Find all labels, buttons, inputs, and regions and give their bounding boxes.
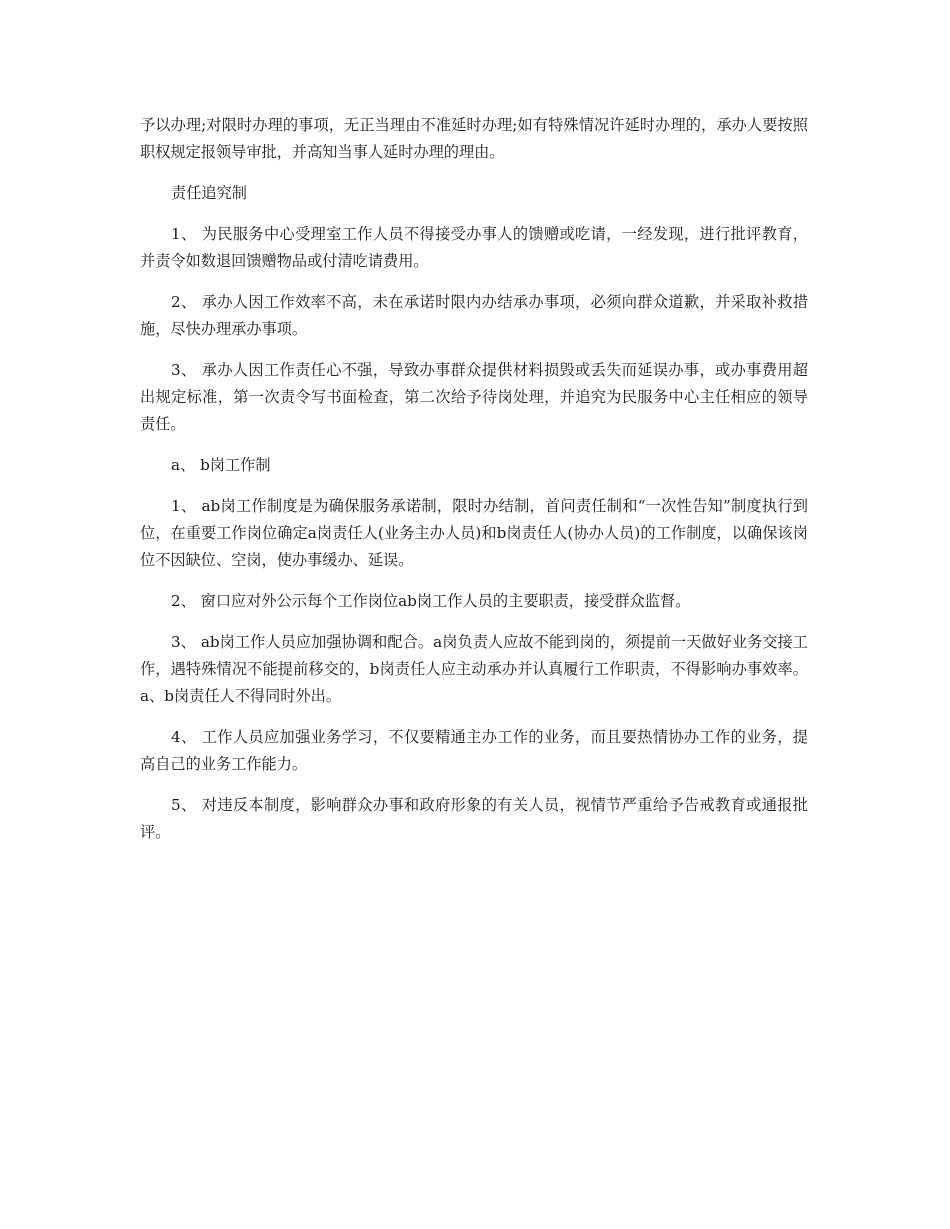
document-page	[140, 112, 808, 860]
ab-post-item-1: 1、 ab岗工作制度是为确保服务承诺制，限时办结制，首问责任制和“一次性告知”制度执行到位，在重要工作岗位确定a岗责任人(业务主办人员)和b岗责任人(协办人员)的工作制度，以确保该岗位不因缺位、空岗，使办事缓办、延误。	[140, 497, 808, 569]
accountability-item-1: 1、 为民服务中心受理室工作人员不得接受办事人的馈赠或吃请，一经发现，进行批评教育，并责令如数退回馈赠物品或付清吃请费用。	[140, 225, 808, 270]
section-heading-ab-post: a、 b岗工作制	[171, 456, 271, 474]
continuation-paragraph: 予以办理;对限时办理的事项，无正当理由不准延时办理;如有特殊情况许延时办理的，承办人要按照职权规定报领导审批，并高知当事人延时办理的理由。	[140, 116, 808, 161]
accountability-item-2: 2、 承办人因工作效率不高，未在承诺时限内办结承办事项，必须向群众道歉，并采取补救措施，尽快办理承办事项。	[140, 293, 808, 338]
ab-post-item-4: 4、 工作人员应加强业务学习，不仅要精通主办工作的业务，而且要热情协办工作的业务，提高自己的业务工作能力。	[140, 728, 808, 773]
ab-post-item-5: 5、 对违反本制度，影响群众办事和政府形象的有关人员，视情节严重给予告戒教育或通报批评。	[140, 796, 808, 841]
accountability-item-3: 3、 承办人因工作责任心不强，导致办事群众提供材料损毁或丢失而延误办事，或办事费用超出规定标准，第一次责令写书面检查，第二次给予待岗处理，并追究为民服务中心主任相应的领导责任。	[140, 361, 808, 433]
ab-post-item-3: 3、 ab岗工作人员应加强协调和配合。a岗负责人应故不能到岗的，须提前一天做好业务交接工作，遇特殊情况不能提前移交的，b岗责任人应主动承办并认真履行工作职责，不得影响办事效率。a、b岗责任人不得同时外出。	[140, 633, 808, 705]
ab-post-item-2: 2、 窗口应对外公示每个工作岗位ab岗工作人员的主要职责，接受群众监督。	[171, 592, 691, 610]
section-heading-accountability: 责任追究制	[171, 184, 247, 202]
